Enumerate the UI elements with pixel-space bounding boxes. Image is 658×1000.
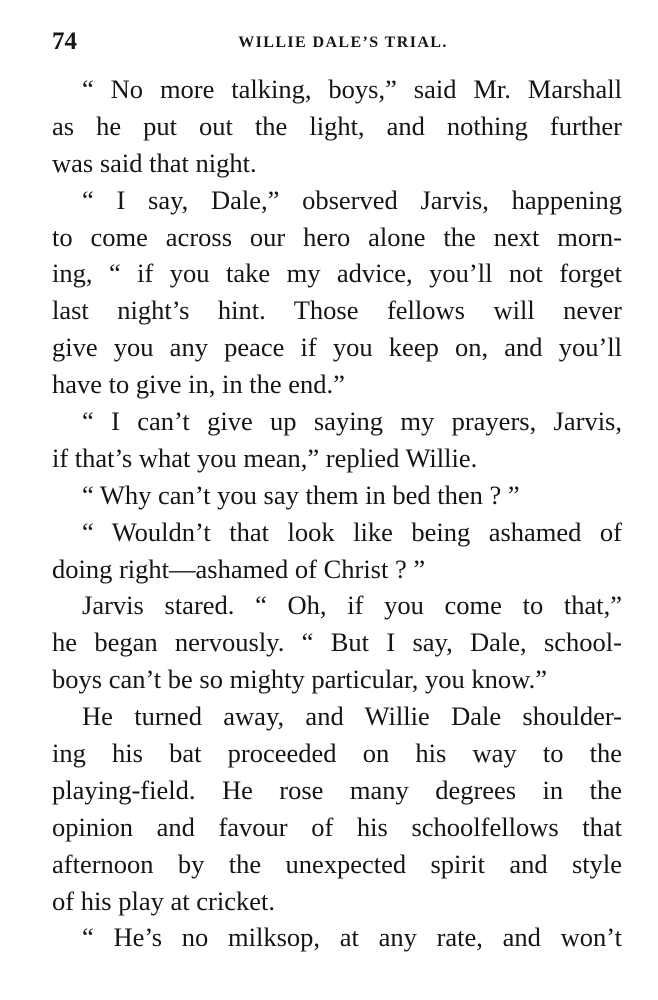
text-line: he began nervously. “ But I say, Dale, school- <box>52 627 622 658</box>
text-line: boys can’t be so mighty particular, you know.” <box>52 664 547 695</box>
text-line: last night’s hint. Those fellows will never <box>52 295 622 326</box>
text-line: to come across our hero alone the next morn- <box>52 221 622 252</box>
text-line: “ I can’t give up saying my prayers, Jarvis, <box>82 406 622 437</box>
text-line: “ Why can’t you say them in bed then ? ” <box>82 479 520 510</box>
running-title: WILLIE DALE’S TRIAL. <box>238 34 448 51</box>
text-line: Jarvis stared. “ Oh, if you come to that,” <box>82 590 622 621</box>
text-line: ing, “ if you take my advice, you’ll not forget <box>52 258 622 289</box>
text-line: as he put out the light, and nothing further <box>52 110 622 141</box>
page-header <box>52 26 622 58</box>
text-line: was said that night. <box>52 147 257 178</box>
text-line: if that’s what you mean,” replied Willie. <box>52 442 478 473</box>
text-line: “ He’s no milksop, at any rate, and won’t <box>82 922 622 953</box>
text-line: “ I say, Dale,” observed Jarvis, happening <box>82 184 622 215</box>
text-line: playing-field. He rose many degrees in the <box>52 774 622 805</box>
text-line: doing right—ashamed of Christ ? ” <box>52 553 426 584</box>
text-line: give you any peace if you keep on, and you’ll <box>52 332 622 363</box>
body-text <box>52 71 622 956</box>
text-line: He turned away, and Willie Dale shoulder- <box>82 701 622 732</box>
text-line: have to give in, in the end.” <box>52 369 345 400</box>
text-line: of his play at cricket. <box>52 885 275 916</box>
text-line: afternoon by the unexpected spirit and style <box>52 848 622 879</box>
text-line: “ Wouldn’t that look like being ashamed of <box>82 516 622 547</box>
page-number: 74 <box>52 28 77 55</box>
text-line: “ No more talking, boys,” said Mr. Marshall <box>82 74 622 104</box>
text-line: opinion and favour of his schoolfellows that <box>52 811 622 842</box>
text-line: ing his bat proceeded on his way to the <box>52 738 622 769</box>
